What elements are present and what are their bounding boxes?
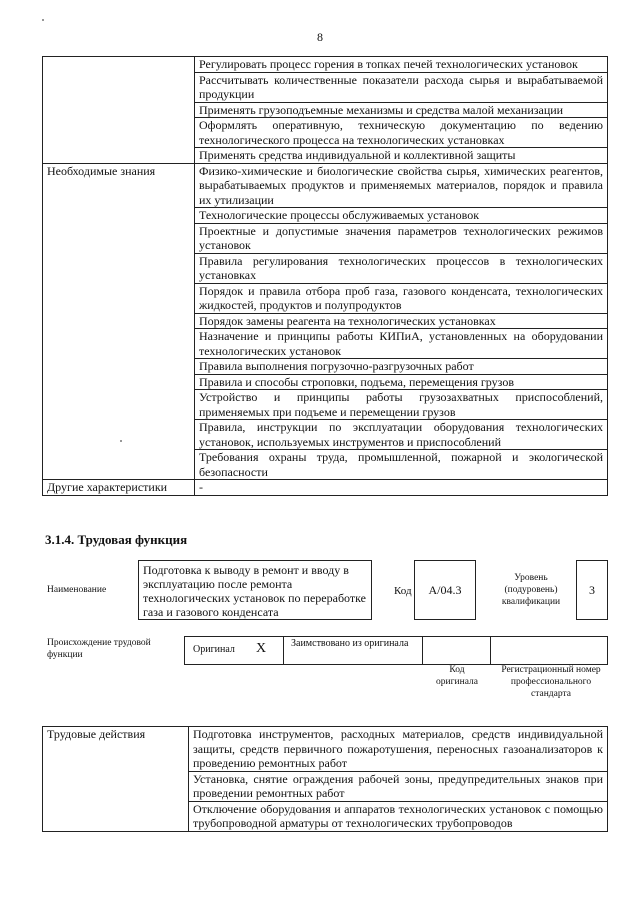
table-row bbox=[43, 163, 608, 208]
origin-code-caption: Код оригинала bbox=[436, 665, 478, 687]
knowledge-label: Необходимые знания bbox=[43, 163, 195, 480]
section-title: 3.1.4. Трудовая функция bbox=[45, 532, 188, 547]
table-row bbox=[43, 727, 608, 772]
skills-label-cell bbox=[43, 57, 195, 164]
reg-number-caption: Регистрационный номер профессионального стандарта bbox=[501, 665, 601, 699]
knowledge-cell: Правила, инструкции по эксплуатации оборудования технологических установок, используемых инструментов и приспособлений bbox=[195, 420, 608, 450]
action-cell: Подготовка инструментов, расходных материалов, средств индивидуальной защиты, средств первичного пожаротушения, переносных газоанализаторов к проведению ремонтных работ bbox=[189, 727, 608, 772]
knowledge-cell: Правила и способы строповки, подъема, перемещения грузов bbox=[195, 374, 608, 390]
skill-cell: Применять средства индивидуальной и коллективной защиты bbox=[195, 148, 608, 164]
knowledge-cell: Правила регулирования технологических процессов в технологических установках bbox=[195, 253, 608, 283]
function-name-box: Подготовка к выводу в ремонт и вводу в эксплуатацию после ремонта технологических установок по переработке газа и газового конденсата bbox=[138, 560, 372, 620]
origin-label: Происхождение трудовой функции bbox=[47, 638, 151, 660]
origin-code-divider bbox=[423, 636, 491, 665]
other-value: - bbox=[195, 480, 608, 496]
knowledge-cell: Порядок замены реагента на технологических установках bbox=[195, 313, 608, 329]
knowledge-cell: Правила выполнения погрузочно-разгрузочных работ bbox=[195, 359, 608, 375]
name-label: Наименование bbox=[47, 585, 107, 595]
scan-speck bbox=[42, 19, 44, 21]
knowledge-cell: Физико-химические и биологические свойства сырья, химических реагентов, вырабатываемых продуктов и применяемых материалов, порядок и правила их утилизации bbox=[195, 163, 608, 208]
skill-cell: Регулировать процесс горения в топках печей технологических установок bbox=[195, 57, 608, 73]
level-box: 3 bbox=[576, 560, 608, 620]
code-label: Код bbox=[394, 585, 412, 597]
original-mark: X bbox=[256, 641, 267, 656]
knowledge-cell: Проектные и допустимые значения параметров технологических режимов установок bbox=[195, 223, 608, 253]
original-label: Оригинал bbox=[193, 644, 235, 655]
knowledge-cell: Устройство и принципы работы грузозахватных приспособлений, применяемых при подъеме и перемещении грузов bbox=[195, 390, 608, 420]
knowledge-cell: Требования охраны труда, промышленной, пожарной и экологической безопасности bbox=[195, 450, 608, 480]
knowledge-cell: Технологические процессы обслуживаемых установок bbox=[195, 208, 608, 224]
actions-label: Трудовые действия bbox=[43, 727, 189, 832]
page-number: 8 bbox=[317, 30, 323, 44]
borrowed-label: Заимствовано из оригинала bbox=[291, 638, 409, 649]
action-cell: Установка, снятие ограждения рабочей зоны, предупредительных знаков при проведении ремонтных работ bbox=[189, 771, 608, 801]
knowledge-cell: Назначение и принципы работы КИПиА, установленных на оборудовании технологических установок bbox=[195, 329, 608, 359]
table-row bbox=[43, 57, 608, 73]
labor-actions-table bbox=[42, 726, 608, 832]
knowledge-cell: Порядок и правила отбора проб газа, газового конденсата, технологических жидкостей, продуктов и полупродуктов bbox=[195, 283, 608, 313]
table-row bbox=[43, 480, 608, 496]
scan-speck bbox=[120, 440, 122, 442]
skill-cell: Применять грузоподъемные механизмы и средства малой механизации bbox=[195, 102, 608, 118]
other-label: Другие характеристики bbox=[43, 480, 195, 496]
level-label: Уровень (подуровень) квалификации bbox=[501, 573, 561, 607]
skill-cell: Оформлять оперативную, техническую документацию по ведению технологического процесса на технологических установках bbox=[195, 118, 608, 148]
action-cell: Отключение оборудования и аппаратов технологических установок с помощью трубопроводной арматуры от технологических трубопроводов bbox=[189, 801, 608, 831]
skill-cell: Рассчитывать количественные показатели расхода сырья и вырабатываемой продукции bbox=[195, 72, 608, 102]
skills-knowledge-table bbox=[42, 56, 608, 496]
code-box: А/04.3 bbox=[414, 560, 476, 620]
